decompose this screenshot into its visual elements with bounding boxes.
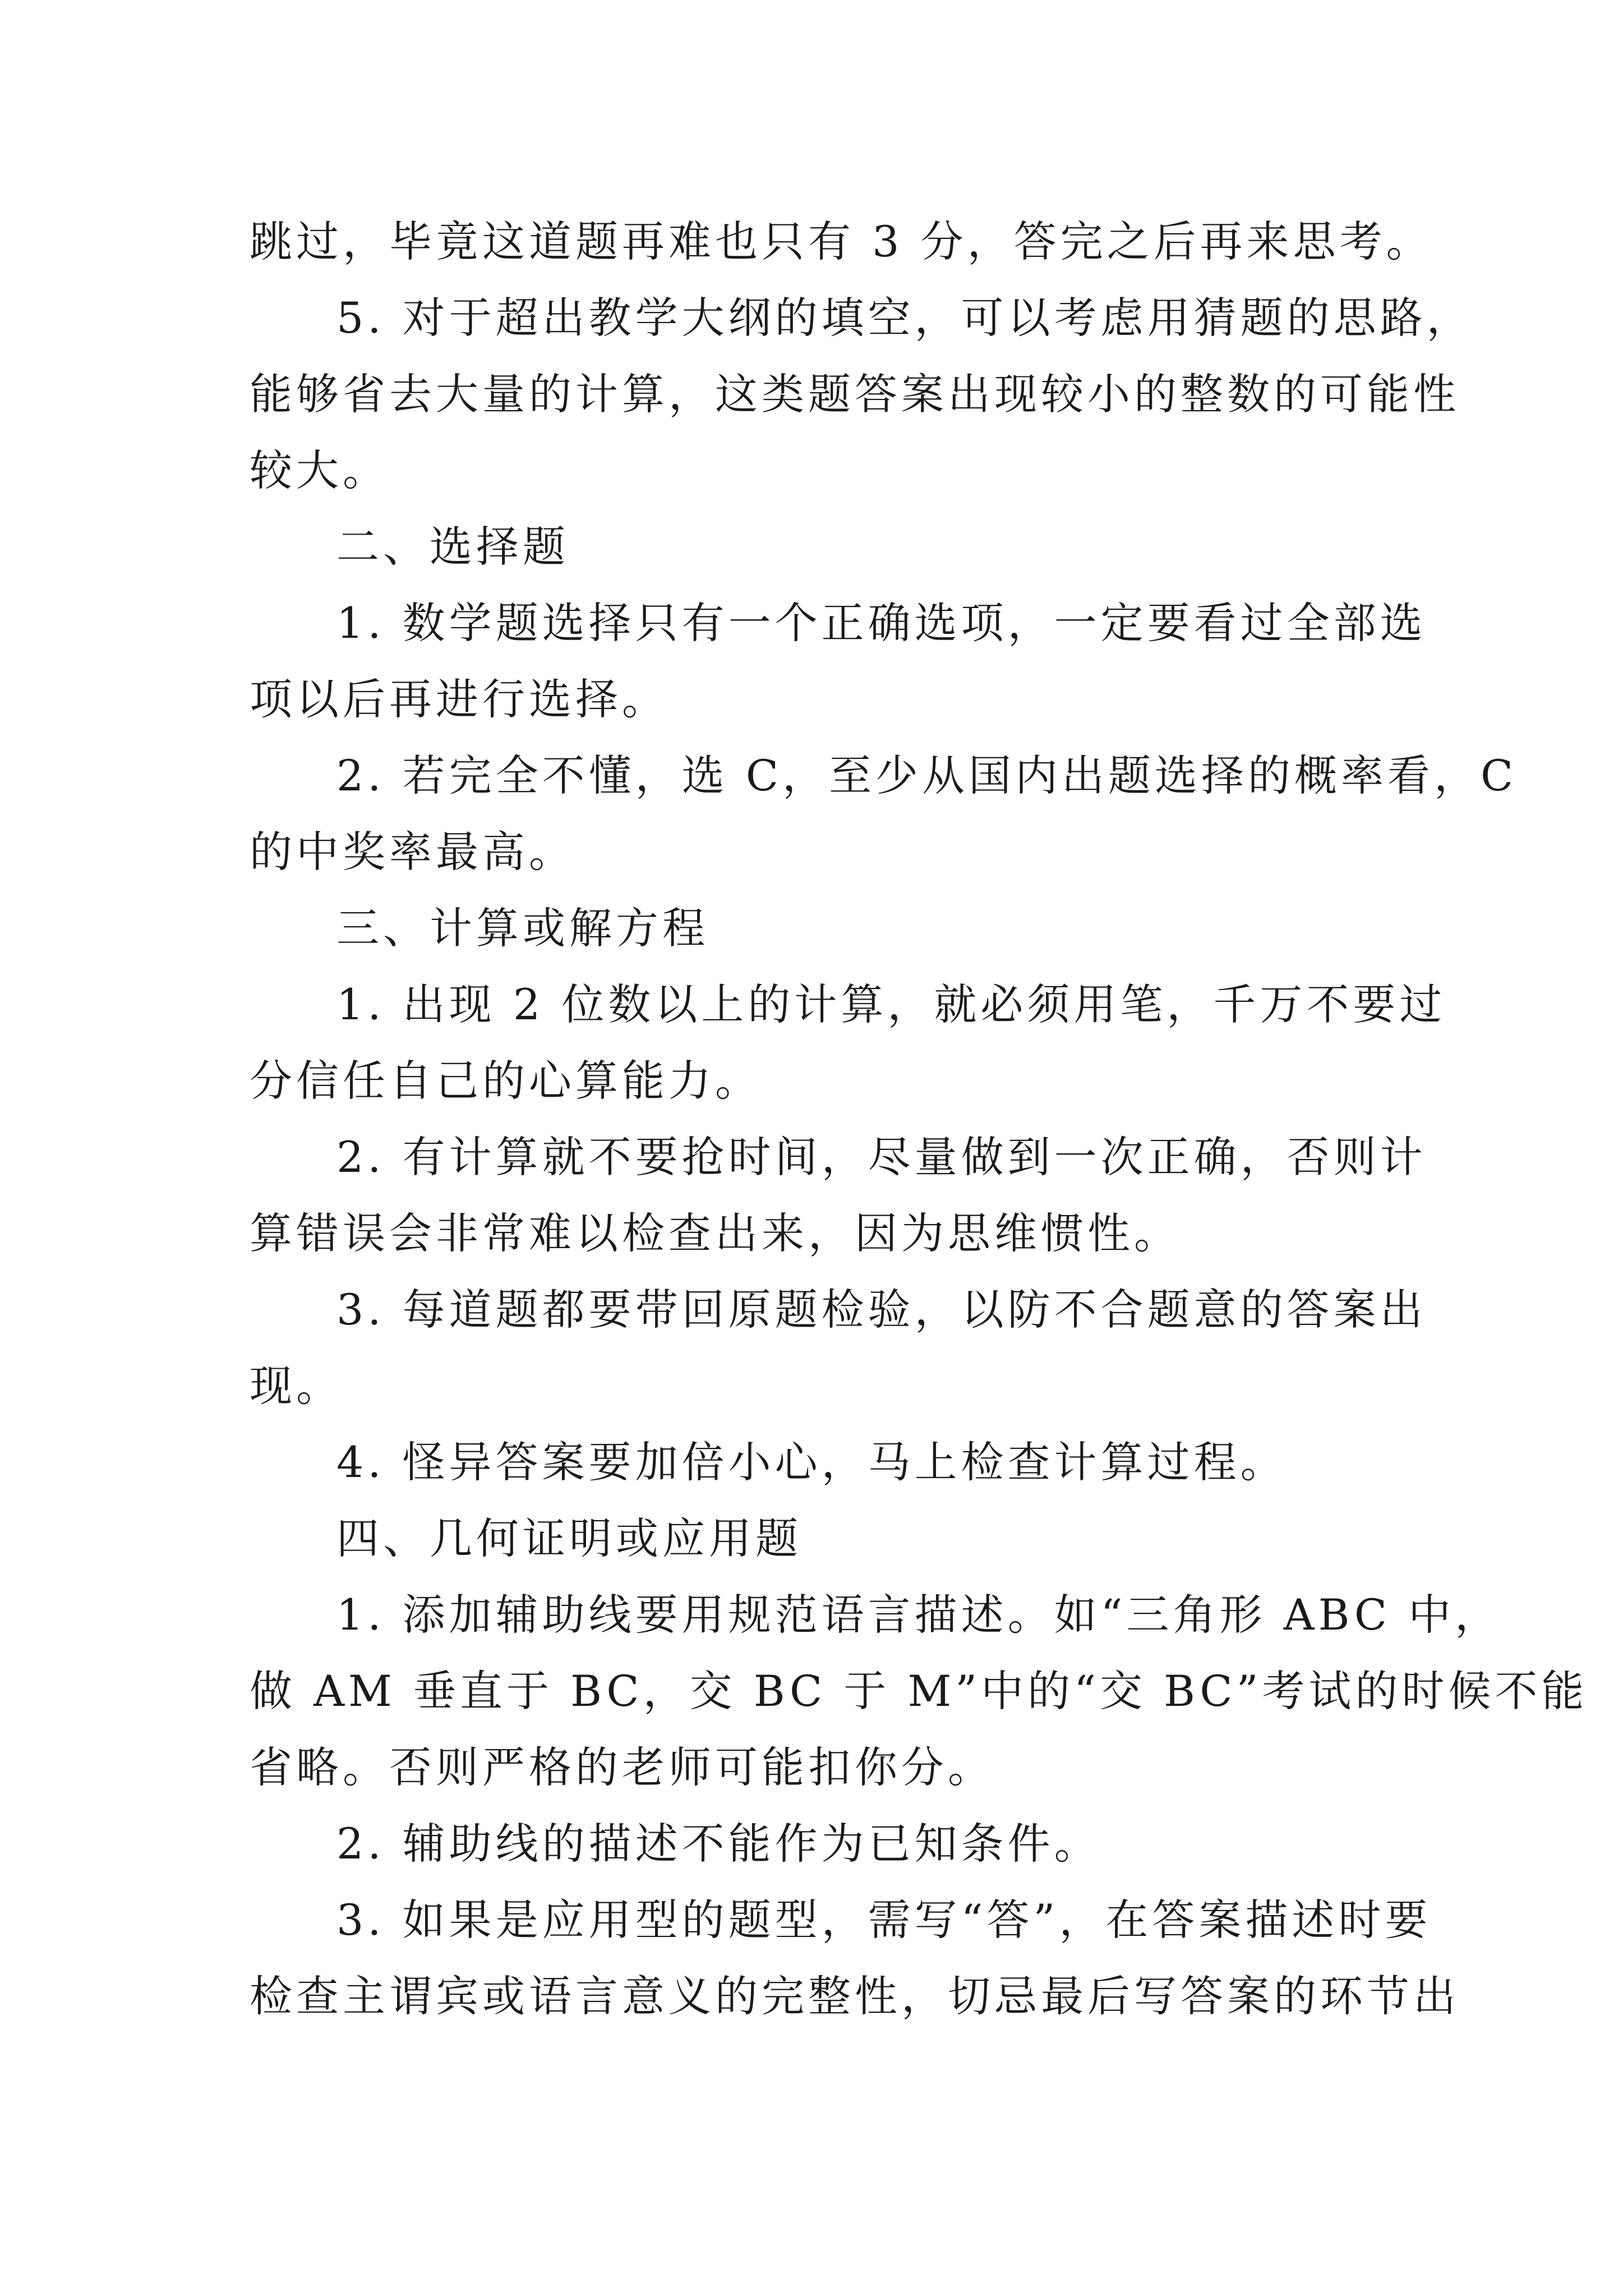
text-line-item-5-cont: 能够省去大量的计算，这类题答案出现较小的整数的可能性 [250,369,1460,419]
text-line-calc-2: 2. 有计算就不要抢时间，尽量做到一次正确，否则计 [336,1132,1427,1182]
text-line-choice-1-cont: 项以后再进行选择。 [250,674,668,724]
text-line-continuation: 跳过，毕竟这道题再难也只有 3 分，答完之后再来思考。 [250,217,1433,266]
text-line-geo-1-cont: 做 AM 垂直于 BC，交 BC 于 M”中的“交 BC”考试的时候不能 [250,1666,1588,1716]
text-line-geo-1-cont: 省略。否则严格的老师可能扣你分。 [250,1742,994,1792]
text-line-item-5: 5. 对于超出教学大纲的填空，可以考虑用猜题的思路， [336,293,1473,343]
text-line-choice-2: 2. 若完全不懂，选 C，至少从国内出题选择的概率看，C [336,751,1518,800]
text-line-geo-3-cont: 检查主谓宾或语言意义的完整性，切忌最后写答案的环节出 [250,1971,1460,2021]
text-line-calc-3: 3. 每道题都要带回原题检验，以防不合题意的答案出 [336,1285,1427,1335]
text-line-calc-4: 4. 怪异答案要加倍小心，马上检查计算过程。 [336,1437,1287,1487]
text-line-calc-1-cont: 分信任自己的心算能力。 [250,1056,762,1106]
section-heading-calculation: 三、计算或解方程 [336,903,709,953]
text-line-geo-1: 1. 添加辅助线要用规范语言描述。如“三角形 ABC 中， [336,1590,1502,1640]
text-line-choice-1: 1. 数学题选择只有一个正确选项，一定要看过全部选 [336,598,1427,648]
text-line-geo-3: 3. 如果是应用型的题型，需写“答”，在答案描述时要 [336,1895,1432,1945]
text-line-item-5-cont: 较大。 [250,445,389,495]
text-line-calc-3-cont: 现。 [250,1361,343,1411]
section-heading-geometry: 四、几何证明或应用题 [336,1513,802,1563]
text-line-choice-2-cont: 的中奖率最高。 [250,827,575,877]
section-heading-choice: 二、选择题 [336,522,569,572]
text-line-geo-2: 2. 辅助线的描述不能作为已知条件。 [336,1819,1101,1869]
text-line-calc-2-cont: 算错误会非常难以检查出来，因为思维惯性。 [250,1208,1181,1258]
text-line-calc-1: 1. 出现 2 位数以上的计算，就必须用笔，千万不要过 [336,979,1446,1029]
